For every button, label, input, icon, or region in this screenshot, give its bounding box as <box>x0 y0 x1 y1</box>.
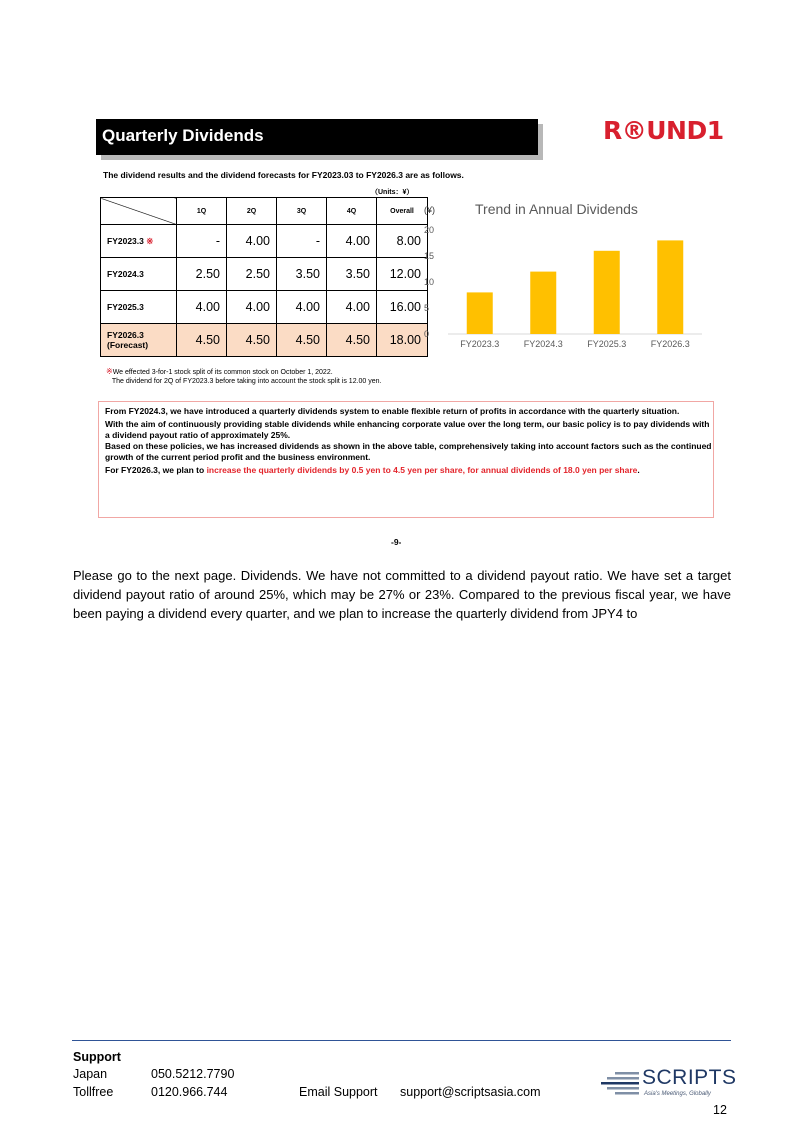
slide-title-bar <box>96 119 538 155</box>
table-cell: 18.00 <box>377 324 428 357</box>
page-number: 12 <box>713 1103 727 1117</box>
tollfree-phone: 0120.966.744 <box>151 1085 228 1099</box>
table-cell: 4.50 <box>277 324 327 357</box>
note-mark: ※ <box>146 235 154 246</box>
row-header: FY2024.3 <box>101 258 177 291</box>
table-row <box>101 291 428 324</box>
row-header: FY2026.3 (Forecast) <box>101 324 177 357</box>
y-tick-label: 5 <box>424 303 430 313</box>
table-row <box>101 258 428 291</box>
policy-paragraph: With the aim of continuously providing stable dividends while enhancing corporate value over the long term, our basic policy is to pay dividends with a dividend payout ratio of approximately 25%. <box>105 419 710 440</box>
y-tick-label: 0 <box>424 329 430 339</box>
col-header: 2Q <box>227 198 277 225</box>
dividend-table <box>100 197 428 357</box>
scripts-tagline: Asia's Meetings, Globally <box>644 1091 711 1097</box>
annual-dividends-chart <box>420 196 710 356</box>
table-corner-cell <box>101 198 177 225</box>
table-cell: 4.00 <box>227 291 277 324</box>
table-cell: 4.00 <box>227 225 277 258</box>
table-row <box>101 225 428 258</box>
table-cell: 4.00 <box>327 225 377 258</box>
japan-phone: 050.5212.7790 <box>151 1067 235 1081</box>
dividend-policy-box <box>98 401 714 518</box>
chart-title: Trend in Annual Dividends <box>475 201 638 217</box>
row-header: FY2023.3 ※ <box>101 225 177 258</box>
table-cell: 4.50 <box>227 324 277 357</box>
x-tick-label: FY2024.3 <box>523 339 563 349</box>
table-cell: 3.50 <box>277 258 327 291</box>
round1-logo: R®UND1 <box>603 116 724 145</box>
table-cell: 8.00 <box>377 225 428 258</box>
y-tick-label: 10 <box>424 277 435 287</box>
support-label: Support <box>73 1050 121 1064</box>
policy-paragraph: From FY2024.3, we have introduced a quarterly dividends system to enable flexible return of profits in accordance with the quarterly situation. <box>105 406 680 416</box>
intro-text: The dividend results and the dividend forecasts for FY2023.03 to FY2026.3 are as follows. <box>103 170 464 180</box>
table-cell: 4.50 <box>327 324 377 357</box>
highlight-text: increase the quarterly dividends by 0.5 yen to 4.5 yen per share, for annual dividends of 18.0 yen per share <box>206 465 638 475</box>
y-tick-label: 20 <box>424 225 435 235</box>
table-cell: 4.50 <box>177 324 227 357</box>
email-support-label: Email Support <box>299 1085 378 1099</box>
table-cell: - <box>177 225 227 258</box>
units-label: （Units：¥） <box>371 189 414 196</box>
footer-divider <box>72 1040 731 1041</box>
policy-paragraph: For FY2026.3, we plan to increase the quarterly dividends by 0.5 yen to 4.5 yen per share, for annual dividends of 18.0 yen per share. <box>105 465 640 475</box>
table-cell: 12.00 <box>377 258 428 291</box>
chart-unit-label: (¥) <box>424 205 435 215</box>
col-header: 4Q <box>327 198 377 225</box>
col-header: 3Q <box>277 198 327 225</box>
bar <box>467 292 493 334</box>
row-header: FY2025.3 <box>101 291 177 324</box>
x-tick-label: FY2025.3 <box>587 339 627 349</box>
japan-label: Japan <box>73 1067 108 1081</box>
table-cell: 2.50 <box>177 258 227 291</box>
scripts-logo-text: SCRIPTS <box>642 1066 737 1089</box>
table-cell: 4.00 <box>277 291 327 324</box>
table-cell: - <box>277 225 327 258</box>
x-tick-label: FY2023.3 <box>460 339 500 349</box>
transcript-paragraph: Please go to the next page. Dividends. We have not committed to a dividend payout ratio. We have set a target dividend payout ratio of around 25%, which may be 27% or 23%. Compared to the previous fiscal year, we have been paying a dividend every quarter, and we plan to increase the quarterly dividend from JPY4 to <box>73 568 731 621</box>
bar <box>530 272 556 334</box>
col-header: Overall <box>377 198 428 225</box>
tollfree-label: Tollfree <box>73 1085 114 1099</box>
table-row-forecast <box>101 324 428 357</box>
table-cell: 4.00 <box>177 291 227 324</box>
slide-page-number: -9- <box>391 537 402 547</box>
stock-split-note: ※We effected 3-for-1 stock split of its common stock on October 1, 2022. The dividend for 2Q of FY2023.3 before taking into account the stock split is 12.00 yen. <box>106 367 382 385</box>
col-header: 1Q <box>177 198 227 225</box>
table-cell: 16.00 <box>377 291 428 324</box>
y-tick-label: 15 <box>424 251 435 261</box>
slide-title: Quarterly Dividends <box>102 126 264 145</box>
table-cell: 4.00 <box>327 291 377 324</box>
bar <box>657 240 683 334</box>
policy-paragraph: Based on these policies, we has increased dividends as shown in the above table, comprehensively taking into account factors such as the continued growth of the current period profit and the business environment. <box>105 441 712 462</box>
x-tick-label: FY2026.3 <box>650 339 690 349</box>
table-cell: 3.50 <box>327 258 377 291</box>
table-cell: 2.50 <box>227 258 277 291</box>
support-email-link[interactable]: support@scriptsasia.com <box>400 1085 541 1099</box>
bar <box>594 251 620 334</box>
